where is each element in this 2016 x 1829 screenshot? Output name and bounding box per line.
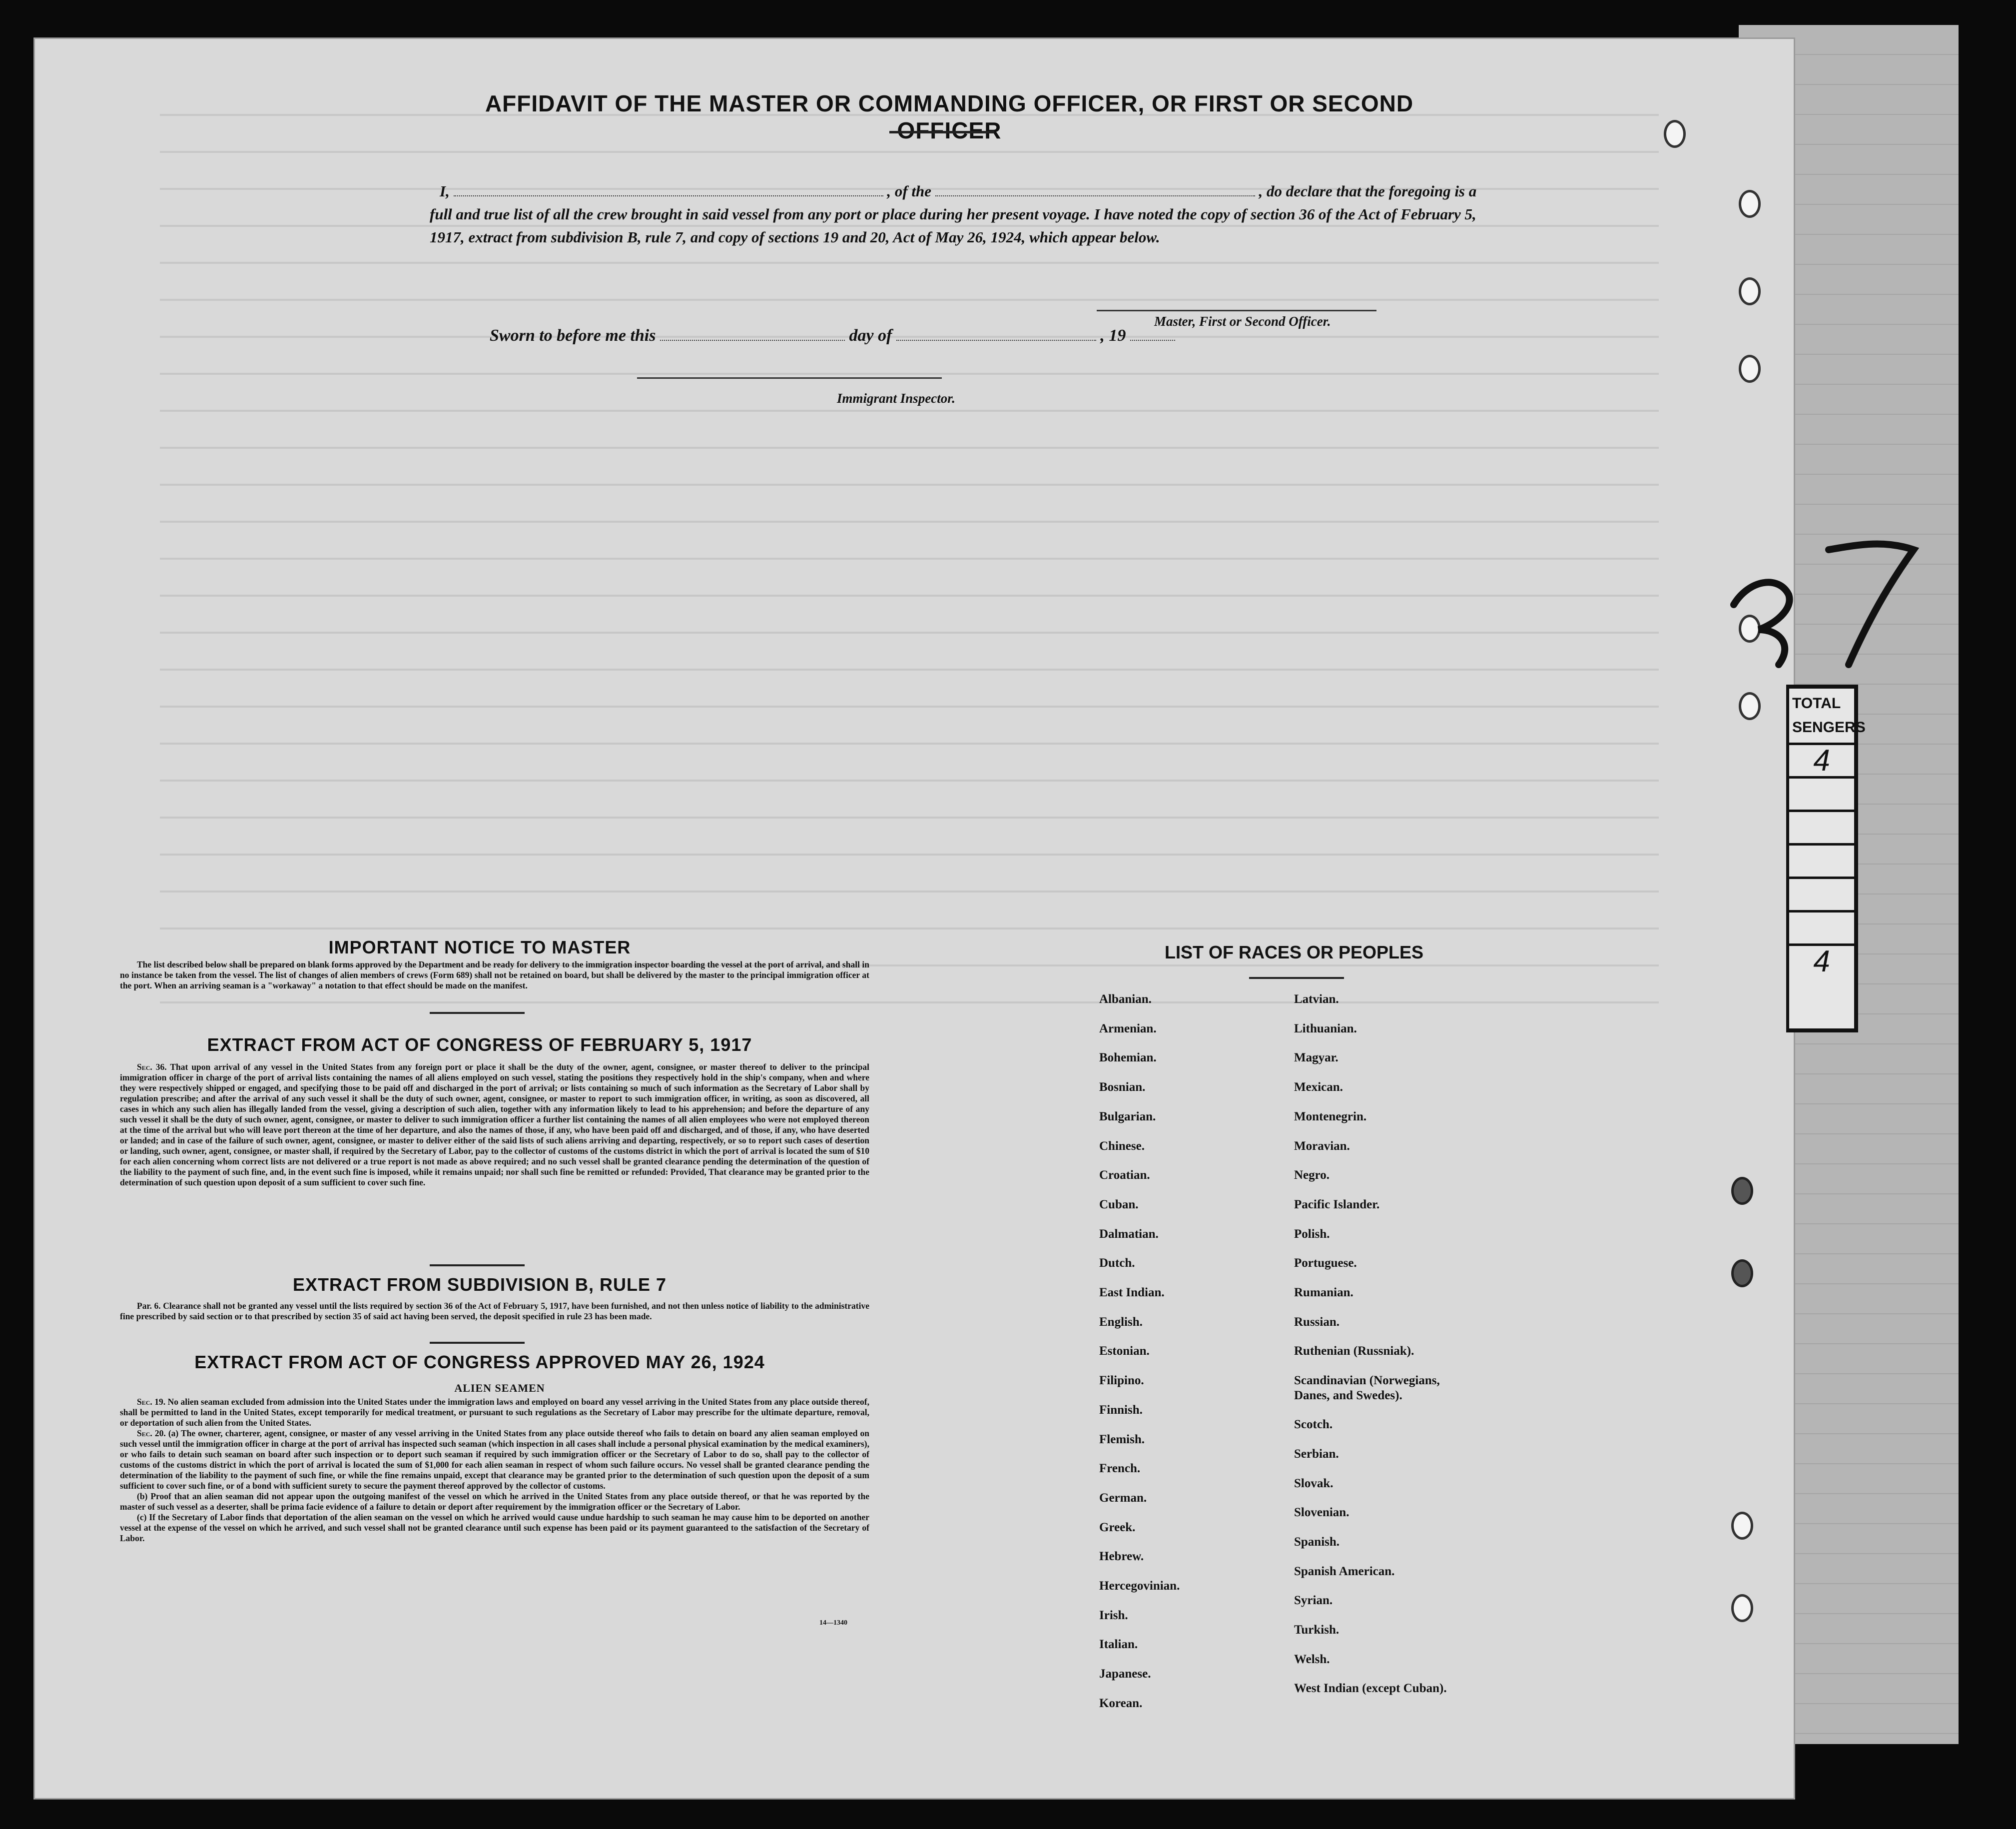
master-signature-line[interactable] (1097, 310, 1376, 311)
race-item: Irish. (1099, 1608, 1128, 1622)
race-item: Slovak. (1294, 1476, 1334, 1490)
title-divider (889, 131, 994, 133)
affidavit-body (430, 180, 1479, 249)
race-item: Scandinavian (Norwegians, Danes, and Swedes). (1294, 1374, 1440, 1403)
inspector-caption: Immigrant Inspector. (837, 391, 956, 406)
sec-36-label: Sec. 36. (137, 1062, 167, 1072)
race-item: Flemish. (1099, 1432, 1145, 1446)
punch-hole-icon (1664, 120, 1686, 148)
race-item: English. (1099, 1315, 1143, 1329)
affidavit-line1-end: , do declare (1259, 182, 1333, 200)
race-item: Russian. (1294, 1315, 1340, 1329)
race-item: Armenian. (1099, 1021, 1157, 1035)
sworn-month-field[interactable] (896, 326, 1096, 341)
punch-hole-icon (1739, 355, 1761, 383)
officer-name-field[interactable] (454, 181, 883, 196)
race-item: Spanish. (1294, 1535, 1340, 1549)
section-divider (430, 1264, 525, 1266)
sworn-date-field[interactable] (660, 326, 845, 341)
punch-hole-icon (1731, 1259, 1753, 1287)
race-item: West Indian (except Cuban). (1294, 1682, 1447, 1696)
total-passengers-box (1786, 685, 1866, 1032)
sworn-year-field[interactable] (1130, 326, 1175, 341)
punch-hole-icon (1731, 1177, 1753, 1205)
race-item: Mexican. (1294, 1080, 1343, 1094)
race-item: East Indian. (1099, 1286, 1165, 1299)
passenger-count-top: 4 (1789, 743, 1854, 776)
passenger-count-bottom: 4 (1789, 943, 1854, 977)
race-item: Syrian. (1294, 1594, 1333, 1608)
race-item: Magyar. (1294, 1051, 1339, 1065)
sworn-end: , 19 (1100, 326, 1126, 345)
race-item: Serbian. (1294, 1447, 1339, 1461)
extract-1924-title: EXTRACT FROM ACT OF CONGRESS APPROVED MAY 26, 1924 (194, 1352, 765, 1372)
sec-19-text: No alien seaman excluded from admission into the United States under the immigration laws and employed on board any vessel arriving in the United States from any place outside thereof, shall be permitted to land in the United States, except temporarily for medical treatment, or pursuant to such regulations as the Secretary of Labor may prescribe for the ultimate departure, removal, or deportation of such alien from the United States. (120, 1397, 870, 1428)
race-item: Turkish. (1294, 1623, 1340, 1637)
race-item: Moravian. (1294, 1139, 1350, 1153)
race-item: Bosnian. (1099, 1080, 1146, 1094)
race-item: Greek. (1099, 1520, 1136, 1534)
race-item: Rumanian. (1294, 1286, 1353, 1299)
master-caption: Master, First or Second Officer. (1154, 314, 1331, 329)
total-passengers-header (1789, 689, 1866, 743)
race-item: Italian. (1099, 1638, 1138, 1652)
race-item: Latvian. (1294, 992, 1339, 1006)
punch-hole-icon (1739, 277, 1761, 305)
race-item: Portuguese. (1294, 1256, 1357, 1270)
punch-hole-icon (1739, 692, 1761, 720)
header-line-1: TOTAL (1792, 695, 1841, 712)
empty-row (1789, 776, 1854, 810)
race-item: German. (1099, 1491, 1147, 1505)
race-item: Hebrew. (1099, 1550, 1144, 1564)
affidavit-line1-start: I, (440, 182, 450, 200)
race-item: Dutch. (1099, 1256, 1135, 1270)
race-item: Dalmatian. (1099, 1227, 1159, 1241)
empty-row (1789, 910, 1854, 943)
race-item: Chinese. (1099, 1139, 1145, 1153)
race-item: Korean. (1099, 1696, 1143, 1710)
sec-36-text: That upon arrival of any vessel in the United States from any foreign port or place it shall be the duty of the owner, agent, consignee, or master thereof to deliver to the principal immigration officer in charge of the port of arrival lists containing the names of all aliens employed on such vessel, stating the positions they respectively hold in the ship's company, when and where they were respectively shipped or engaged, and specifying those to be paid off and discharged in the port of arrival; or lists containing so much of such information as the Secretary of Labor shall by regulation prescribe; and after the arrival of any such vessel it shall be the duty of such owner, agent, consignee, or master to report to such immigration officer, in writing, as soon as discovered, all cases in which any such alien has illegally landed from the vessel, giving a description of such alien, together with any information likely to lead to his apprehension; and before the departure of any such vessel it shall be the duty of such owner, agent, consignee, or master to deliver to such immigration officer a further list containing the names of all alien employees who were not employed thereon at the time of the arrival but who will leave port thereon at the time of her departure, and also the names of those, if any, who have been paid off and discharged, and of those, if any, who have deserted or landed; and in case of the failure of such owner, agent, consignee, or master to deliver either of the said lists of such aliens arriving and departing, respectively, or so to report such cases of desertion or landing, such owner, agent, consignee, or master shall, if required by the Secretary of Labor, pay to the collector of customs of the customs district in which the port of arrival is located the sum of $10 for each alien concerning whom correct lists are not delivered or a true report is not made as above required; and no such vessel shall be granted clearance pending the determination of the question of the liability to the payment of such fine, and, in the event such fine is imposed, while it remains unpaid; nor shall such fine be remitted or refunded: Provided, That clearance may be granted prior to the determination of such question upon deposit of a sum sufficient to cover such fine. (120, 1062, 870, 1187)
empty-row (1789, 810, 1854, 843)
inspector-signature-line[interactable] (637, 377, 942, 379)
alien-seamen-subtitle: ALIEN SEAMEN (454, 1382, 545, 1394)
sec-20-label: Sec. 20. (137, 1428, 166, 1438)
punch-hole-icon (1731, 1594, 1753, 1622)
rule-7-text (120, 1301, 869, 1322)
race-item: Croatian. (1099, 1168, 1150, 1182)
race-item: Spanish American. (1294, 1564, 1395, 1578)
race-item: Slovenian. (1294, 1506, 1349, 1520)
punch-hole-icon (1731, 1512, 1753, 1540)
extract-1917-text (120, 1062, 869, 1188)
empty-row (1789, 843, 1854, 877)
notice-title: IMPORTANT NOTICE TO MASTER (328, 937, 631, 957)
races-title: LIST OF RACES OR PEOPLES (1164, 942, 1424, 962)
form-number: 14—1340 (819, 1619, 847, 1627)
affidavit-line1-mid: , of the (887, 182, 932, 200)
race-item: Bulgarian. (1099, 1109, 1156, 1123)
handwritten-number-mark (1719, 530, 1929, 670)
rule-7-title: EXTRACT FROM SUBDIVISION B, RULE 7 (292, 1274, 667, 1295)
extract-1924-text (120, 1397, 869, 1544)
notice-text (120, 959, 869, 991)
empty-row (1789, 877, 1854, 910)
race-item: Japanese. (1099, 1667, 1151, 1681)
races-divider (1249, 977, 1344, 979)
sec-19-label: Sec. 19. (137, 1397, 166, 1407)
punch-hole-icon (1739, 190, 1761, 218)
race-item: Scotch. (1294, 1418, 1333, 1432)
race-item: Ruthenian (Russniak). (1294, 1344, 1414, 1358)
sworn-start: Sworn to before me this (490, 326, 656, 345)
notice-paragraph: The list described below shall be prepared on blank forms approved by the Department and be ready for delivery to the immigration inspector boarding the vessel at the port of arrival, and shall in no instance be taken from the vessel. The list of changes of alien members of crews (Form 689) shall not be retained on board, but shall be delivered by the master to the principal immigration officer at the port. When an arriving seaman is a "workaway" a notation to that effect should be made on the manifest. (120, 959, 869, 990)
sworn-line (490, 326, 1175, 345)
affidavit-declaration-text: that the foregoing is a full and true list of all the crew brought in said vessel from any port or place during her present voyage. I have noted the copy of section 36 of the Act of February 5, 1917, extract from subdivision B, rule 7, and copy of sections 19 and 20, Act of May 26, 1924, which appear below. (430, 182, 1477, 246)
race-item: Estonian. (1099, 1344, 1150, 1358)
sworn-mid: day of (849, 326, 892, 345)
race-item: Lithuanian. (1294, 1021, 1357, 1035)
race-item: Montenegrin. (1294, 1109, 1367, 1123)
extract-1917-title: EXTRACT FROM ACT OF CONGRESS OF FEBRUARY 5, 1917 (207, 1034, 752, 1055)
race-item: Negro. (1294, 1168, 1330, 1182)
race-item: Filipino. (1099, 1374, 1144, 1388)
sec-20a-text: (a) The owner, charterer, agent, consignee, or master of any vessel arriving in the United States from any place outside thereof who fails to detain on board any alien seaman employed on such vessel until the immigration officer in charge at the port of arrival has inspected such seaman (which inspection in all cases shall include a personal physical examination by the medical examiners), or who fails to detain such seaman on board after such inspection or to deport such seaman if required by such immigration officer or the Secretary of Labor to do so, shall pay to the collector of customs of the customs district in which the port of arrival is located the sum of $1,000 for each alien seaman in respect of whom such failure occurs. No vessel shall be granted clearance pending the determination of the liability to the payment of such fine, or while the fine remains unpaid, except that clearance may be granted prior to the determination of such question upon the deposit of a sum sufficient to cover such fine, or of a bond with sufficient surety to secure the payment thereof approved by the collector of customs. (120, 1428, 870, 1491)
sec-20c-text: (c) If the Secretary of Labor finds that deportation of the alien seaman on the vessel on which he arrived would cause undue hardship to such seaman he may cause him to be deported on another vessel at the expense of the vessel on which he arrived, and such vessel shall not be granted clearance until such expense has been paid or its payment guaranteed to the satisfaction of the Secretary of Labor. (120, 1512, 869, 1543)
race-item: Welsh. (1294, 1652, 1330, 1666)
race-item: Polish. (1294, 1227, 1330, 1241)
rule-7-paragraph: Par. 6. Clearance shall not be granted any vessel until the lists required by section 36 of the Act of February 5, 1917, have been furnished, and not then unless notice of liability to the administrative fine prescribed by said section or to that prescribed by section 35 of said act having been served, the deposit specified in rule 23 has been made. (120, 1301, 869, 1321)
race-item: Pacific Islander. (1294, 1197, 1380, 1211)
sec-20b-text: (b) Proof that an alien seaman did not appear upon the outgoing manifest of the vessel on which he arrived in the United States from any place outside thereof, or that he was reported by the master of such vessel as a deserter, shall be prima facie evidence of a failure to detain or deport after requirement by the immigration officer or the Secretary of Labor. (120, 1491, 869, 1512)
section-divider (430, 1012, 525, 1014)
vessel-name-field[interactable] (935, 181, 1255, 196)
section-divider (430, 1342, 525, 1344)
race-item: Cuban. (1099, 1197, 1139, 1211)
race-item: French. (1099, 1462, 1141, 1476)
race-item: Finnish. (1099, 1403, 1143, 1417)
affidavit-title: AFFIDAVIT OF THE MASTER OR COMMANDING OFFICER, OR FIRST OR SECOND OFFICER (485, 90, 1414, 143)
header-line-2: SENGERS (1792, 719, 1866, 736)
race-item: Bohemian. (1099, 1051, 1157, 1065)
race-item: Albanian. (1099, 992, 1152, 1006)
race-item: Hercegovinian. (1099, 1579, 1180, 1593)
